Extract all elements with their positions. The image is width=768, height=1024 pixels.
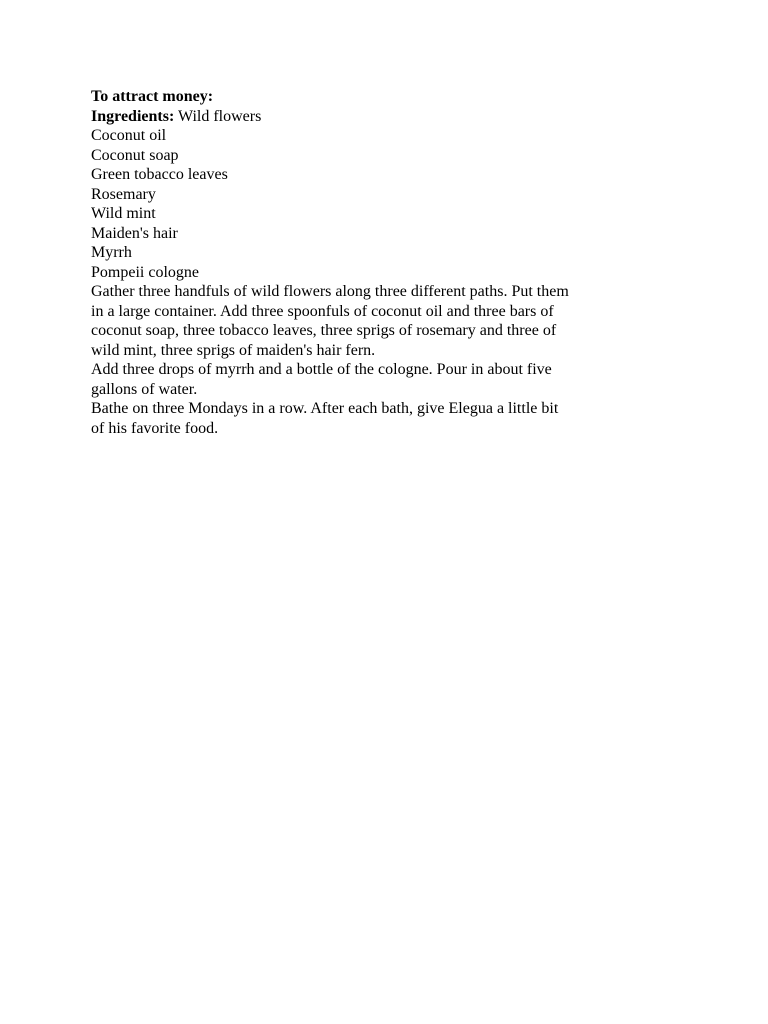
ingredients-line — [91, 107, 571, 127]
document-title: To attract money: — [91, 88, 214, 105]
ingredient-item: Wild mint — [91, 205, 156, 222]
ingredients-label: Ingredients: — [91, 107, 175, 125]
document-body — [91, 87, 571, 438]
ingredient-item: Green tobacco leaves — [91, 166, 228, 183]
ingredient-item: Wild flowers — [177, 107, 262, 125]
ingredient-item: Myrrh — [91, 244, 132, 261]
instruction-paragraph: Bathe on three Mondays in a row. After each bath, give Elegua a little bit of his favorite food. — [91, 400, 559, 437]
instruction-paragraph: Add three drops of myrrh and a bottle of the cologne. Pour in about five gallons of water. — [91, 361, 552, 398]
ingredient-item: Maiden's hair — [91, 224, 178, 242]
ingredient-item: Pompeii cologne — [91, 263, 199, 281]
instruction-paragraph: Gather three handfuls of wild flowers along three different paths. Put them in a large container. Add three spoonfuls of coconut oil and three bars of coconut soap, three tobacco leaves, three sprigs of rosemary and three of wild mint, three sprigs of maiden's hair fern. — [91, 283, 569, 359]
ingredient-item: Coconut soap — [91, 146, 179, 164]
ingredient-item: Coconut oil — [91, 127, 167, 144]
ingredient-item: Rosemary — [91, 185, 156, 203]
